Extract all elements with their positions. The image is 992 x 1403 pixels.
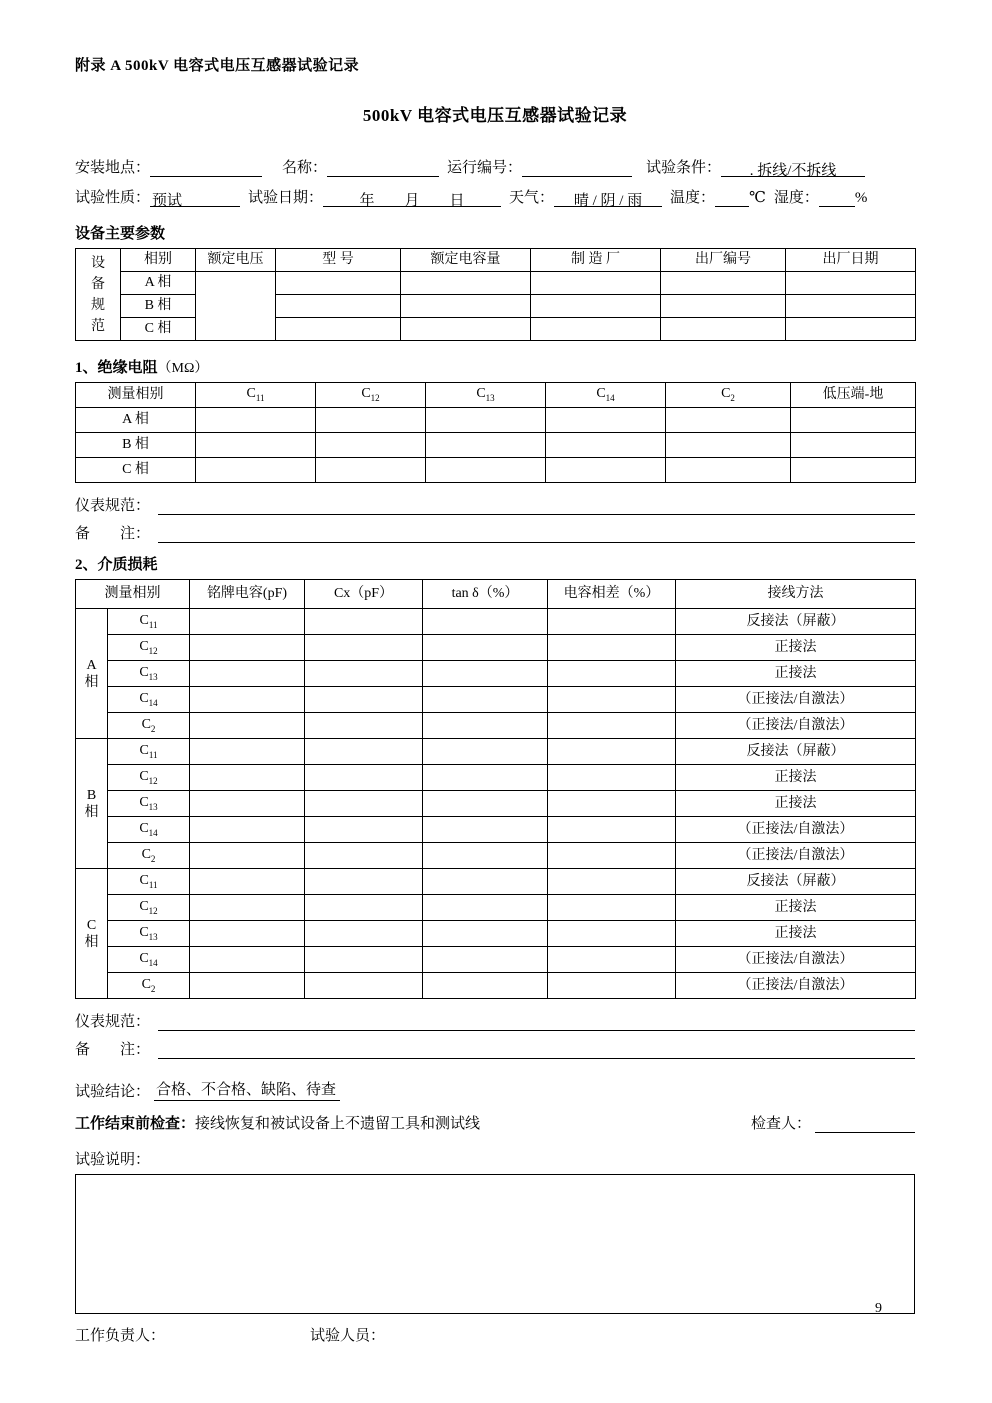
empty-cell	[305, 921, 423, 947]
empty-cell	[786, 272, 916, 295]
empty-cell	[426, 458, 546, 483]
note-label: 备 注：	[75, 1042, 151, 1058]
column-header: 额定电容量	[401, 249, 531, 272]
capacitor-label: $C_{14}$	[108, 947, 190, 973]
empty-cell	[190, 843, 305, 869]
column-header: 出厂日期	[786, 249, 916, 272]
column-header: $C_{14}$	[546, 383, 666, 408]
empty-cell	[276, 318, 401, 341]
test-date-label: 试验日期：	[248, 190, 324, 206]
column-header: $C_{11}$	[196, 383, 316, 408]
table-row	[76, 661, 916, 687]
empty-cell	[276, 295, 401, 318]
table-row	[76, 921, 916, 947]
column-header: 额定电压	[196, 249, 276, 272]
device-params-table	[75, 248, 916, 341]
column-header: 出厂编号	[661, 249, 786, 272]
test-nature-label: 试验性质：	[75, 190, 151, 206]
empty-cell	[423, 921, 548, 947]
table-row	[76, 765, 916, 791]
empty-cell	[548, 843, 676, 869]
capacitor-label: $C_{11}$	[108, 869, 190, 895]
empty-cell	[423, 609, 548, 635]
table-row	[76, 408, 916, 433]
conclusion-line	[75, 1078, 915, 1101]
column-header: $C_2$	[666, 383, 791, 408]
empty-cell	[305, 791, 423, 817]
empty-cell	[548, 713, 676, 739]
empty-cell	[531, 295, 661, 318]
humidity-unit: %	[854, 190, 868, 206]
capacitor-label: $C_2$	[108, 713, 190, 739]
column-header: 测量相别	[76, 580, 190, 609]
rated-voltage-merged-cell	[196, 272, 276, 341]
row-label: C 相	[76, 458, 196, 483]
test-date-blank: 年 月 日	[323, 189, 501, 207]
empty-cell	[305, 869, 423, 895]
empty-cell	[423, 947, 548, 973]
instrument-spec-line-2	[75, 1010, 915, 1031]
method-cell: 反接法（屏蔽）	[676, 869, 916, 895]
doc-title: 500kV 电容式电压互感器试验记录	[362, 106, 628, 125]
empty-cell	[190, 973, 305, 999]
column-header: 电容相差（%）	[548, 580, 676, 609]
column-header: tan δ（%）	[423, 580, 548, 609]
dielectric-table	[75, 579, 916, 999]
empty-cell	[190, 921, 305, 947]
empty-cell	[196, 433, 316, 458]
name-label: 名称：	[282, 160, 328, 176]
table-row	[76, 947, 916, 973]
empty-cell	[401, 272, 531, 295]
empty-cell	[548, 921, 676, 947]
weather-label: 天气：	[509, 190, 555, 206]
temperature-unit: ℃	[749, 190, 766, 206]
empty-cell	[190, 791, 305, 817]
row-label: C 相	[121, 318, 196, 341]
method-cell: （正接法/自激法）	[676, 947, 916, 973]
empty-cell	[305, 817, 423, 843]
empty-cell	[423, 635, 548, 661]
empty-cell	[305, 765, 423, 791]
empty-cell	[305, 973, 423, 999]
column-header: Cx（pF）	[305, 580, 423, 609]
empty-cell	[190, 713, 305, 739]
empty-cell	[196, 458, 316, 483]
empty-cell	[786, 318, 916, 341]
table-row	[76, 635, 916, 661]
table-row	[76, 272, 916, 295]
instrument-spec-line	[75, 494, 915, 515]
test-condition-label: 试验条件：	[646, 160, 722, 176]
empty-cell	[548, 791, 676, 817]
test-nature-value: 预试	[150, 189, 240, 207]
capacitor-label: $C_2$	[108, 843, 190, 869]
row-label: B 相	[76, 433, 196, 458]
empty-cell	[305, 609, 423, 635]
weather-value: 晴 / 阴 / 雨	[554, 189, 662, 207]
capacitor-label: $C_{13}$	[108, 791, 190, 817]
method-cell: 正接法	[676, 921, 916, 947]
table-row	[76, 249, 916, 272]
empty-cell	[316, 458, 426, 483]
empty-cell	[190, 635, 305, 661]
capacitor-label: $C_{13}$	[108, 661, 190, 687]
column-header: $C_{12}$	[316, 383, 426, 408]
capacitor-label: $C_{12}$	[108, 895, 190, 921]
empty-cell	[791, 458, 916, 483]
humidity-label: 湿度：	[773, 190, 819, 206]
install-location-blank	[150, 159, 262, 177]
empty-cell	[401, 318, 531, 341]
capacitor-label: $C_2$	[108, 973, 190, 999]
empty-cell	[423, 869, 548, 895]
empty-cell	[548, 895, 676, 921]
empty-cell	[423, 791, 548, 817]
empty-cell	[548, 869, 676, 895]
empty-cell	[423, 843, 548, 869]
empty-cell	[423, 687, 548, 713]
empty-cell	[423, 973, 548, 999]
note-line	[75, 522, 915, 543]
row-label: B 相	[121, 295, 196, 318]
method-cell: （正接法/自激法）	[676, 843, 916, 869]
column-header: 相别	[121, 249, 196, 272]
empty-cell	[548, 973, 676, 999]
capacitor-label: $C_{12}$	[108, 635, 190, 661]
method-cell: 正接法	[676, 635, 916, 661]
temperature-label: 温度：	[670, 190, 716, 206]
empty-cell	[305, 895, 423, 921]
empty-cell	[791, 433, 916, 458]
empty-cell	[426, 408, 546, 433]
row-label: A 相	[76, 408, 196, 433]
empty-cell	[305, 739, 423, 765]
table-row	[76, 383, 916, 408]
empty-cell	[531, 318, 661, 341]
empty-cell	[190, 817, 305, 843]
method-cell: 正接法	[676, 895, 916, 921]
empty-cell	[190, 869, 305, 895]
instrument-spec-blank	[158, 1012, 915, 1031]
empty-cell	[426, 433, 546, 458]
inspector-blank	[815, 1115, 915, 1133]
table-row	[76, 687, 916, 713]
insulation-table	[75, 382, 916, 483]
table-row	[76, 791, 916, 817]
temperature-blank	[715, 189, 749, 207]
signature-line	[75, 1324, 915, 1345]
row-label: A 相	[121, 272, 196, 295]
phase-label: A 相	[76, 609, 108, 739]
empty-cell	[531, 272, 661, 295]
empty-cell	[190, 895, 305, 921]
device-spec-vertical-label: 设 备 规 范	[76, 249, 121, 341]
table-row	[76, 869, 916, 895]
method-cell: 正接法	[676, 765, 916, 791]
instrument-spec-blank	[158, 496, 915, 515]
conclusion-label: 试验结论：	[75, 1084, 151, 1100]
capacitor-label: $C_{14}$	[108, 817, 190, 843]
column-header: 制 造 厂	[531, 249, 661, 272]
column-header: 低压端-地	[791, 383, 916, 408]
leader-label: 工作负责人：	[75, 1328, 166, 1344]
test-condition-value: . 拆线/不拆线	[721, 159, 865, 177]
precheck-line	[75, 1112, 915, 1133]
empty-cell	[666, 458, 791, 483]
empty-cell	[401, 295, 531, 318]
empty-cell	[546, 458, 666, 483]
appendix-header: 附录 A 500kV 电容式电压互感器试验记录	[75, 58, 360, 74]
empty-cell	[666, 408, 791, 433]
empty-cell	[190, 687, 305, 713]
empty-cell	[305, 713, 423, 739]
empty-cell	[548, 817, 676, 843]
column-header: $C_{13}$	[426, 383, 546, 408]
method-cell: （正接法/自激法）	[676, 817, 916, 843]
empty-cell	[305, 843, 423, 869]
empty-cell	[276, 272, 401, 295]
method-cell: 反接法（屏蔽）	[676, 739, 916, 765]
phase-label: C 相	[76, 869, 108, 999]
table-row	[76, 580, 916, 609]
empty-cell	[305, 687, 423, 713]
empty-cell	[190, 739, 305, 765]
note-line-2	[75, 1038, 915, 1059]
info-line-2	[75, 186, 915, 207]
method-cell: 正接法	[676, 791, 916, 817]
empty-cell	[546, 408, 666, 433]
insulation-title-unit: （MΩ）	[157, 361, 209, 376]
method-cell: 正接法	[676, 661, 916, 687]
table-row	[76, 843, 916, 869]
empty-cell	[666, 433, 791, 458]
capacitor-label: $C_{11}$	[108, 739, 190, 765]
empty-cell	[305, 635, 423, 661]
method-cell: （正接法/自激法）	[676, 973, 916, 999]
column-header: 接线方法	[676, 580, 916, 609]
empty-cell	[190, 947, 305, 973]
empty-cell	[423, 713, 548, 739]
empty-cell	[423, 661, 548, 687]
empty-cell	[548, 635, 676, 661]
empty-cell	[423, 817, 548, 843]
empty-cell	[548, 687, 676, 713]
instrument-spec-label: 仪表规范：	[75, 498, 151, 514]
empty-cell	[786, 295, 916, 318]
humidity-blank	[819, 189, 855, 207]
empty-cell	[190, 609, 305, 635]
table-row	[76, 895, 916, 921]
inspector-label: 检查人：	[750, 1116, 811, 1132]
method-cell: （正接法/自激法）	[676, 687, 916, 713]
note-label: 备 注：	[75, 526, 151, 542]
table-row	[76, 458, 916, 483]
empty-cell	[791, 408, 916, 433]
empty-cell	[305, 947, 423, 973]
empty-cell	[661, 318, 786, 341]
column-header: 型 号	[276, 249, 401, 272]
page-number: 9	[875, 1301, 882, 1316]
run-number-label: 运行编号：	[447, 160, 523, 176]
empty-cell	[316, 408, 426, 433]
empty-cell	[423, 739, 548, 765]
table-row	[76, 973, 916, 999]
column-header: 铭牌电容(pF)	[190, 580, 305, 609]
empty-cell	[546, 433, 666, 458]
table-row	[76, 817, 916, 843]
method-cell: （正接法/自激法）	[676, 713, 916, 739]
device-params-title: 设备主要参数	[75, 226, 166, 242]
insulation-title: 1、绝缘电阻（MΩ）	[75, 360, 209, 376]
column-header: 测量相别	[76, 383, 196, 408]
capacitor-label: $C_{12}$	[108, 765, 190, 791]
capacitor-label: $C_{14}$	[108, 687, 190, 713]
conclusion-options: 合格、不合格、缺陷、待查	[154, 1078, 340, 1101]
table-row	[76, 433, 916, 458]
empty-cell	[661, 272, 786, 295]
empty-cell	[548, 661, 676, 687]
phase-label: B 相	[76, 739, 108, 869]
testers-label: 试验人员：	[310, 1328, 386, 1344]
empty-cell	[316, 433, 426, 458]
capacitor-label: $C_{11}$	[108, 609, 190, 635]
explain-box	[75, 1174, 915, 1314]
table-row	[76, 739, 916, 765]
table-row	[76, 609, 916, 635]
method-cell: 反接法（屏蔽）	[676, 609, 916, 635]
note-blank	[158, 524, 915, 543]
instrument-spec-label: 仪表规范：	[75, 1014, 151, 1030]
name-blank	[327, 159, 439, 177]
dielectric-title: 2、介质损耗	[75, 557, 158, 573]
empty-cell	[661, 295, 786, 318]
table-row	[76, 713, 916, 739]
explain-label: 试验说明：	[75, 1152, 151, 1168]
install-location-label: 安装地点：	[75, 160, 151, 176]
empty-cell	[196, 408, 316, 433]
run-number-blank	[522, 159, 632, 177]
capacitor-label: $C_{13}$	[108, 921, 190, 947]
empty-cell	[423, 765, 548, 791]
empty-cell	[190, 661, 305, 687]
precheck-label: 工作结束前检查：	[75, 1116, 196, 1132]
precheck-text: 接线恢复和被试设备上不遗留工具和测试线	[195, 1116, 481, 1132]
empty-cell	[548, 947, 676, 973]
info-line-1	[75, 156, 915, 177]
note-blank	[158, 1040, 915, 1059]
empty-cell	[548, 765, 676, 791]
empty-cell	[423, 895, 548, 921]
empty-cell	[305, 661, 423, 687]
empty-cell	[548, 739, 676, 765]
empty-cell	[548, 609, 676, 635]
empty-cell	[190, 765, 305, 791]
